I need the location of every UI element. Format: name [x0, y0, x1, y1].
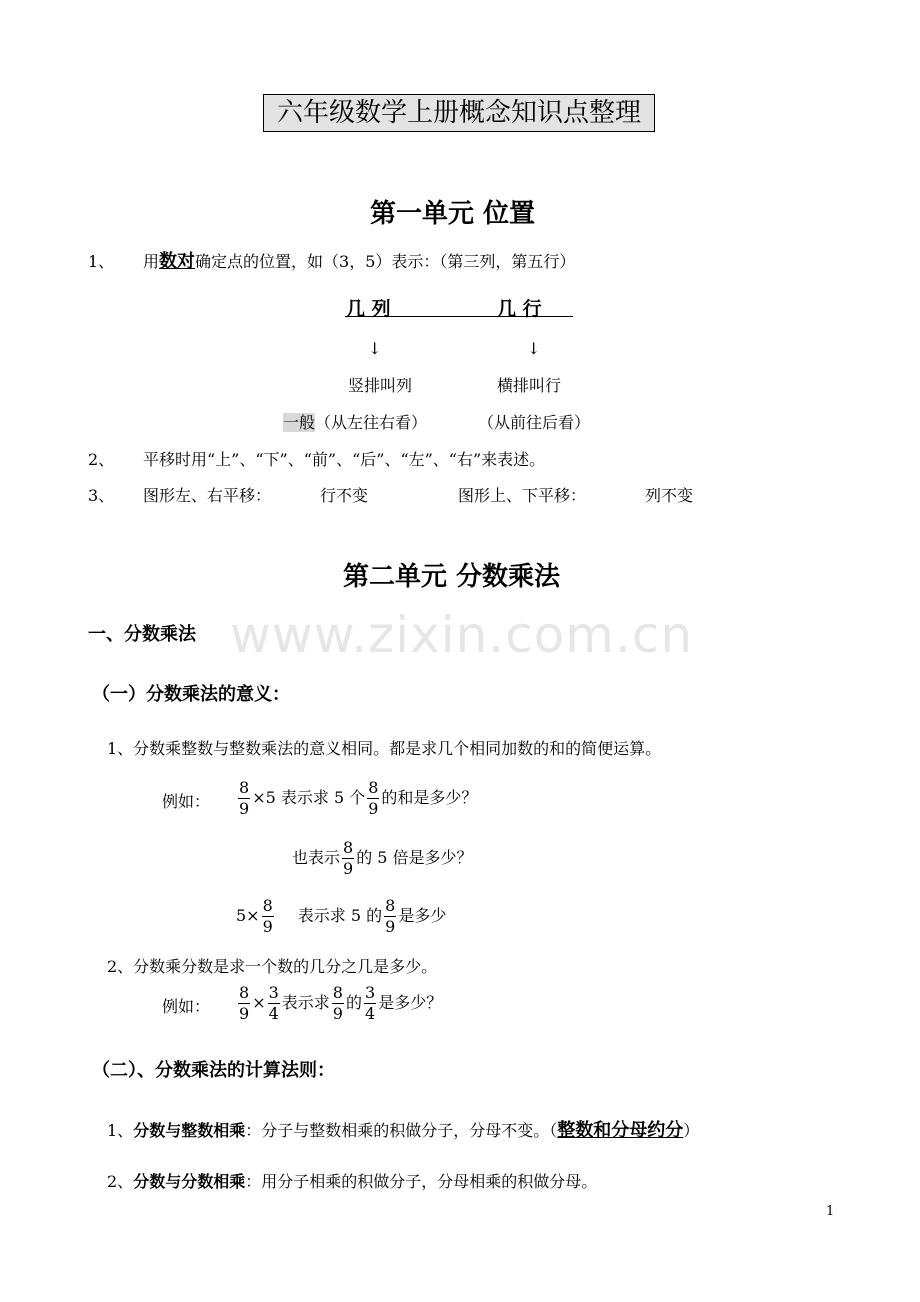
rule2-number: 2、 [107, 1172, 134, 1191]
ex1-end: 的和是多少？ [381, 788, 478, 807]
row-desc: 横排叫行 [497, 376, 562, 395]
ex1c-end: 是多少 [398, 906, 447, 925]
u1-item3-number: 3、 [88, 486, 115, 505]
col-direction-text: （从左往右看） [315, 413, 428, 432]
row-label: 几 行 [497, 298, 542, 320]
row-direction: （从前往后看） [478, 413, 591, 432]
ex1c-pre: 5× [236, 906, 260, 925]
rule2-text: ：用分子相乘的积做分子，分母相乘的积做分母。 [245, 1172, 598, 1191]
fraction: $\frac{3}{4}$ [365, 983, 376, 1023]
example1-label: 例如： [162, 792, 211, 811]
meaning-paragraph-1: 1、分数乘整数与整数乘法的意义相同。都是求几个相同加数的和的简便运算。 [107, 739, 662, 758]
fraction: $\frac{8}{9}$ [368, 778, 379, 818]
unit1-heading: 第一单元 位置 [370, 199, 536, 229]
col-desc: 竖排叫列 [348, 376, 413, 395]
u1-item1 [143, 247, 575, 273]
unit2-heading: 第二单元 分数乘法 [343, 562, 561, 592]
subsection-meaning: （一）分数乘法的意义： [92, 684, 290, 705]
rule1-close: ） [683, 1121, 700, 1140]
fraction: $\frac{8}{9}$ [262, 896, 273, 936]
ex1-times: ×5 表示求 5 个 [252, 788, 366, 807]
ex2-end: 是多少？ [378, 993, 443, 1012]
rule1-key: 分数与整数相乘 [133, 1121, 246, 1140]
rule1-number: 1、 [107, 1121, 134, 1140]
example1b-line [292, 838, 473, 879]
meaning-paragraph-2: 2、分数乘分数是求一个数的几分之几是多少。 [107, 957, 438, 976]
u1-item3-b: 行不变 [320, 486, 369, 505]
ex2-of: 的 [345, 993, 362, 1012]
ex1c-mid: 表示求 5 的 [297, 906, 383, 925]
u1-item1-number: 1、 [88, 252, 115, 271]
u1-item2: 平移时用“上”、“下”、“前”、“后”、“左”、“右”来表述。 [143, 450, 546, 469]
example2-label: 例如： [162, 997, 211, 1016]
rule1-text: ：分子与整数相乘的积做分子，分母不变。（ [245, 1121, 558, 1140]
u1-item2-number: 2、 [88, 450, 115, 469]
u1-item3-a: 图形左、右平移： [143, 486, 272, 505]
fraction: $\frac{8}{9}$ [239, 983, 250, 1023]
rule2-key: 分数与分数相乘 [133, 1172, 246, 1191]
ex1b-end: 的 5 倍是多少？ [356, 848, 473, 867]
col-arrow-icon: ↓ [368, 339, 382, 358]
fraction: $\frac{8}{9}$ [385, 896, 396, 936]
example2-line [236, 983, 442, 1024]
u1-item3-d: 列不变 [645, 486, 694, 505]
fraction: $\frac{8}{9}$ [332, 983, 343, 1023]
document-title: 六年级数学上册概念知识点整理 [263, 94, 655, 132]
ex2-mid: 表示求 [281, 993, 330, 1012]
rule1-note: 整数和分母约分 [557, 1120, 684, 1141]
u1-item1-post: 确定点的位置，如（3，5）表示：（第三列，第五行） [195, 252, 576, 271]
fraction: $\frac{8}{9}$ [239, 778, 250, 818]
col-label: 几 列 [346, 298, 391, 320]
section-fraction-multiplication: 一、分数乘法 [88, 624, 196, 645]
example1c-line [236, 896, 446, 937]
rule-1 [107, 1116, 699, 1142]
row-arrow-icon: ↓ [527, 339, 541, 358]
ex2-times: × [252, 993, 266, 1012]
page-number: 1 [826, 1204, 835, 1219]
rule-2 [107, 1169, 597, 1192]
col-direction [283, 410, 427, 433]
fraction: $\frac{3}{4}$ [268, 983, 279, 1023]
col-direction-highlight: 一般 [283, 413, 316, 432]
ex1b-pre: 也表示 [292, 848, 341, 867]
u1-item3-c: 图形上、下平移： [458, 486, 587, 505]
u1-item1-key-term: 数对 [159, 251, 196, 272]
subsection-rules: （二）、分数乘法的计算法则： [92, 1060, 335, 1081]
u1-item1-pre: 用 [143, 252, 160, 271]
fraction: $\frac{8}{9}$ [343, 838, 354, 878]
watermark: www.zixin.com.cn [230, 606, 694, 664]
example1-line [236, 778, 477, 819]
